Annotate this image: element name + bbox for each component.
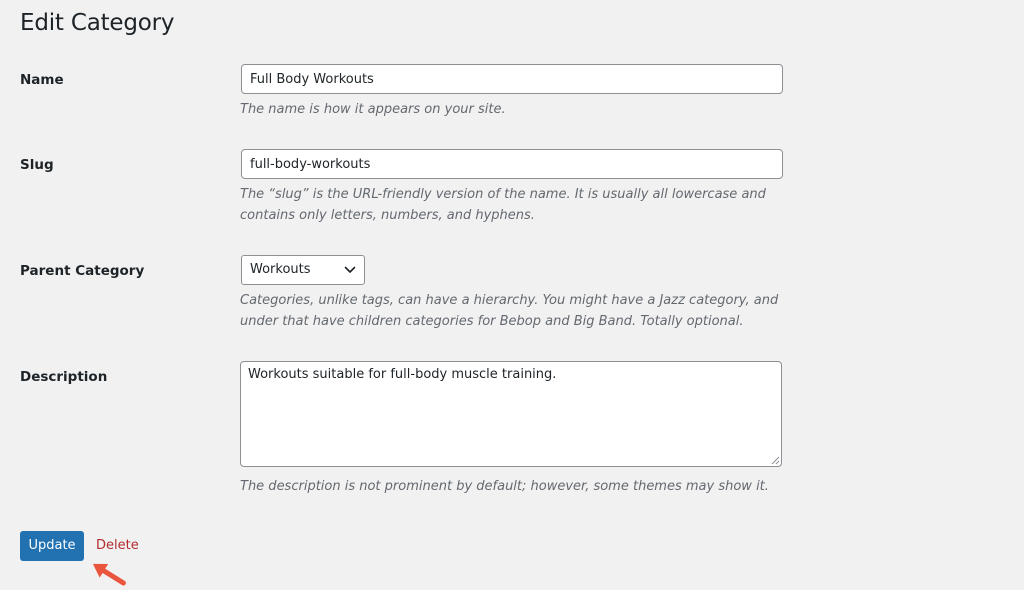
name-help-text: The name is how it appears on your site. xyxy=(240,102,506,117)
chevron-down-icon xyxy=(344,265,356,275)
parent-category-label: Parent Category xyxy=(20,263,145,279)
slug-help-text: The “slug” is the URL-friendly version of the name. It is usually all lowercase and contains only letters, numbers, and hyphens. xyxy=(240,187,766,223)
name-input[interactable] xyxy=(241,64,783,94)
name-label: Name xyxy=(20,72,64,88)
page-title: Edit Category xyxy=(20,10,175,36)
parent-category-help-text: Categories, unlike tags, can have a hierarchy. You might have a Jazz category, and under that have children categories for Bebop and Big Band. Totally optional. xyxy=(240,293,779,329)
description-textarea[interactable] xyxy=(240,361,782,467)
delete-link[interactable]: Delete xyxy=(96,538,139,553)
arrow-icon xyxy=(86,558,132,590)
slug-label: Slug xyxy=(20,157,54,173)
description-label: Description xyxy=(20,369,108,385)
slug-input[interactable] xyxy=(241,149,783,179)
resize-grip-icon[interactable] xyxy=(770,455,780,465)
parent-category-selected-value: Workouts xyxy=(250,262,311,277)
description-help-text: The description is not prominent by default; however, some themes may show it. xyxy=(240,479,769,494)
parent-category-select[interactable] xyxy=(241,255,365,285)
update-button[interactable]: Update xyxy=(20,531,84,561)
